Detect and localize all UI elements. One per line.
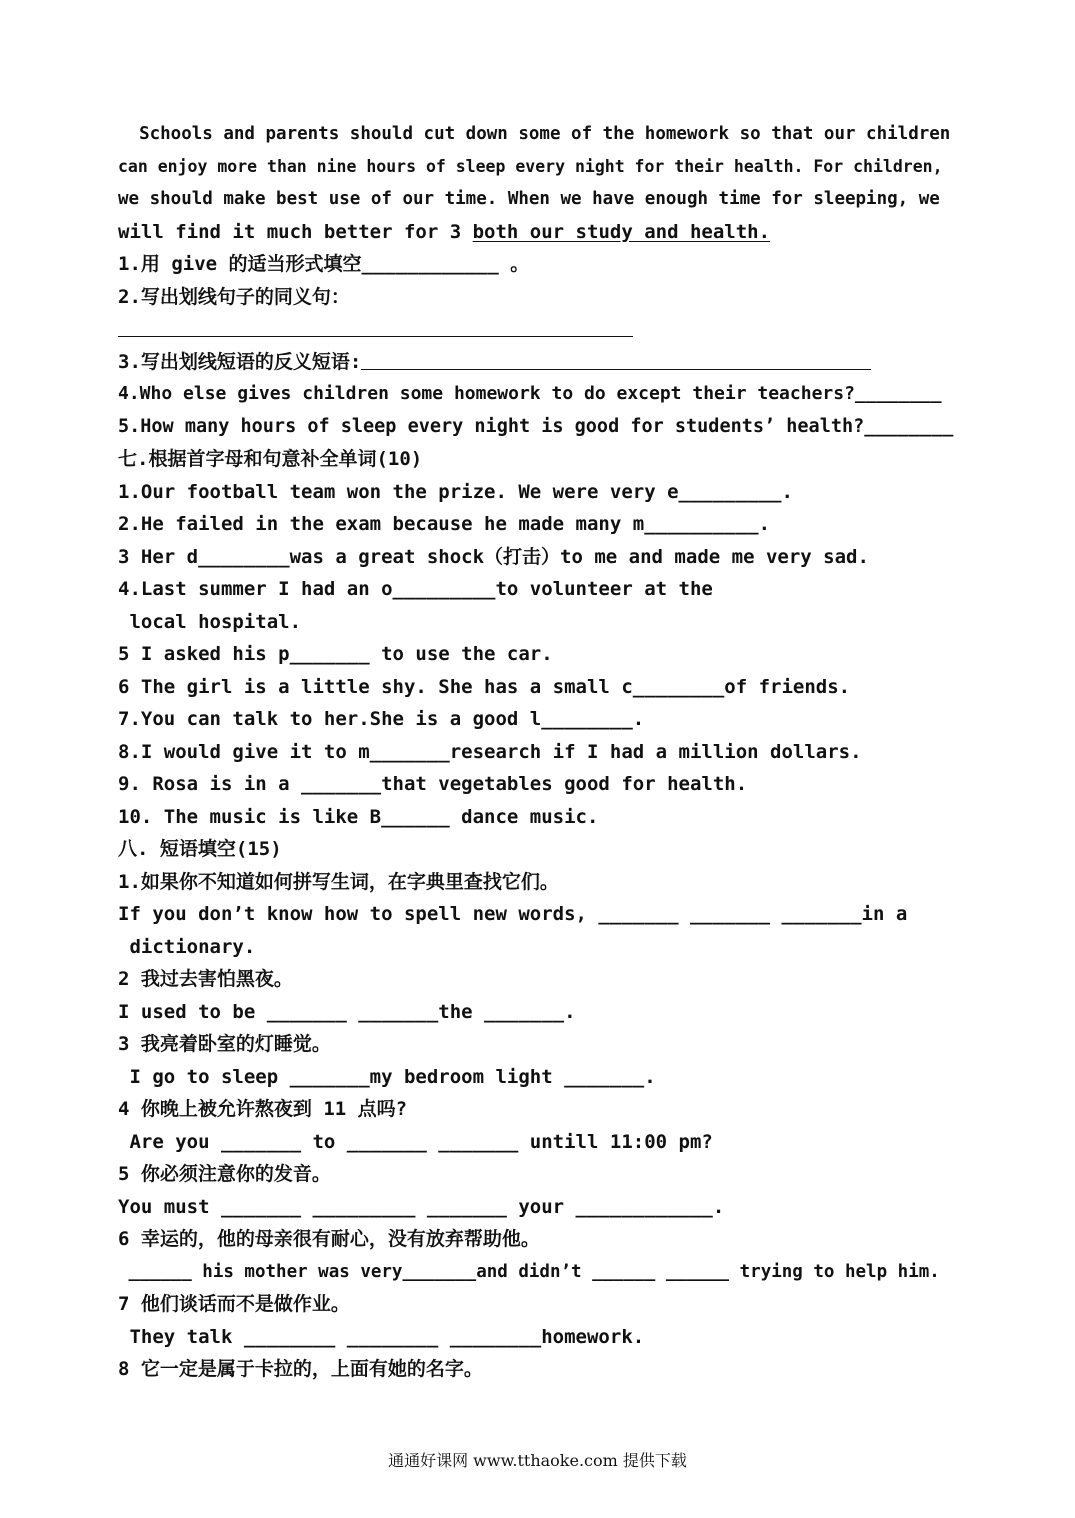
- section-7-item: 3 Her d________was a great shock（打击）to me and made me very sad.: [118, 545, 869, 568]
- section-7-item: local hospital.: [118, 610, 302, 633]
- passage-line-1: Schools and parents should cut down some of the homework so that our children: [118, 124, 951, 144]
- answer-blank[interactable]: [361, 347, 871, 370]
- section-7-item: 8.I would give it to m_______research if I had a million dollars.: [118, 740, 862, 763]
- underlined-phrase: both our study and health.: [472, 220, 771, 243]
- section-7-item: 4.Last summer I had an o_________to volunteer at the: [118, 578, 713, 600]
- question-5: 5.How many hours of sleep every night is good for students’ health?________: [118, 415, 954, 437]
- question-2-answer-line: [118, 313, 958, 346]
- section-8-item: 6 幸运的，他的母亲很有耐心，没有放弃帮助他。: [118, 1228, 540, 1250]
- passage-line-4: [118, 216, 958, 249]
- section-8-item: I go to sleep _______my bedroom light _______.: [118, 1065, 656, 1088]
- section-8-item: dictionary.: [118, 935, 256, 958]
- section-8-item: If you don’t know how to spell new words, _______ _______ _______in a: [118, 903, 908, 925]
- section-8-item: I used to be _______ _______the _______.: [118, 1000, 576, 1023]
- question-1: 1.用 give 的适当形式填空____________ 。: [118, 253, 530, 275]
- section-8-item: 5 你必须注意你的发音。: [118, 1163, 331, 1185]
- passage-line-4-prefix: will find it much better for 3: [118, 220, 473, 243]
- section-8-item: 3 我亮着卧室的灯睡觉。: [118, 1033, 331, 1055]
- page-footer: 通通好课网 www.tthaoke.com 提供下载: [388, 1451, 687, 1470]
- worksheet-page: [118, 118, 958, 1386]
- section-8-item: They talk ________ ________ ________homework.: [118, 1325, 645, 1348]
- question-4: 4.Who else gives children some homework to do except their teachers?________: [118, 383, 942, 404]
- section-8-item: You must _______ _________ _______ your ____________.: [118, 1195, 725, 1218]
- section-7-item: 1.Our football team won the prize. We were very e_________.: [118, 480, 793, 503]
- section-8-item: 2 我过去害怕黑夜。: [118, 968, 293, 990]
- section-8-item: 1.如果你不知道如何拼写生词，在字典里查找它们。: [118, 870, 559, 893]
- answer-blank[interactable]: [118, 314, 633, 337]
- section-7-item: 6 The girl is a little shy. She has a small c________of friends.: [118, 675, 851, 698]
- question-2: 2.写出划线句子的同义句：: [118, 285, 350, 308]
- passage-line-3: we should make best use of our time. When we have enough time for sleeping, we: [118, 189, 940, 209]
- section-8-item: 8 它一定是属于卡拉的，上面有她的名字。: [118, 1358, 483, 1380]
- section-8-item: Are you _______ to _______ _______ untill 11:00 pm?: [118, 1130, 713, 1153]
- section-8-item: 4 你晚上被允许熬夜到 11 点吗?: [118, 1098, 408, 1120]
- section-7-title: 七.根据首字母和句意补全单词(10): [118, 448, 423, 470]
- question-3-label: 3.写出划线短语的反义短语:: [118, 350, 362, 373]
- section-7-item: 9. Rosa is in a _______that vegetables good for health.: [118, 773, 748, 795]
- section-8-item: 7 他们谈话而不是做作业。: [118, 1293, 350, 1315]
- section-8-item: ______ his mother was very_______and didn’t ______ ______ trying to help him.: [118, 1261, 940, 1282]
- section-8-title: 八. 短语填空(15): [118, 838, 282, 860]
- section-7-item: 5 I asked his p_______ to use the car.: [118, 643, 553, 665]
- section-7-item: 10. The music is like B______ dance music.: [118, 805, 599, 828]
- section-7-item: 2.He failed in the exam because he made many m__________.: [118, 513, 771, 535]
- section-7-item: 7.You can talk to her.She is a good l________.: [118, 708, 645, 730]
- passage-line-2: can enjoy more than nine hours of sleep every night for their health. For children,: [118, 156, 943, 176]
- question-3: [118, 346, 958, 379]
